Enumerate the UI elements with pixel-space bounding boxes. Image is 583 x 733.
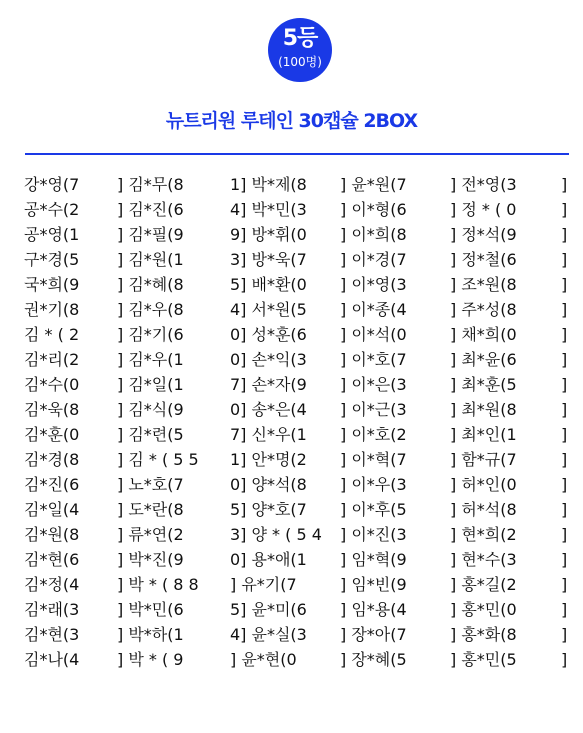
winner-row — [0, 297, 583, 322]
winner-entry: ] 노*호(7 — [117, 475, 184, 494]
winner-entry: ] 이*석(0 — [340, 325, 407, 344]
winner-entry: ] 허*인(0 — [450, 475, 517, 494]
winner-entry: 7] 신*우(1 — [230, 425, 307, 444]
winner-row — [0, 472, 583, 497]
winner-row — [0, 647, 583, 672]
winner-entry: 공*수(2 — [24, 200, 80, 219]
winner-entry: 김*훈(0 — [24, 425, 80, 444]
winner-entry: 권*기(8 — [24, 300, 80, 319]
winner-entry: ] 임*용(4 — [340, 600, 407, 619]
winner-entry: 3] 양 * ( 5 4 — [230, 525, 322, 544]
winner-entry: ] 윤*원(7 — [340, 175, 407, 194]
row-end-bracket: ] — [561, 200, 568, 219]
winner-entry: ] 현*수(3 — [450, 550, 517, 569]
winner-entry: 0] 용*애(1 — [230, 550, 307, 569]
winner-entry: ] 김*무(8 — [117, 175, 184, 194]
row-end-bracket: ] — [561, 575, 568, 594]
winner-row — [0, 497, 583, 522]
winner-row — [0, 197, 583, 222]
row-end-bracket: ] — [561, 450, 568, 469]
winner-entry: ] 박*진(9 — [117, 550, 184, 569]
winner-entry: 7] 손*자(9 — [230, 375, 307, 394]
winner-entry: ] 전*영(3 — [450, 175, 517, 194]
winner-entry: ] 김*련(5 — [117, 425, 184, 444]
winner-entry: 3] 방*욱(7 — [230, 250, 307, 269]
winner-entry: ] 장*아(7 — [340, 625, 407, 644]
winner-entry: 공*영(1 — [24, 225, 80, 244]
winner-entry: 김*욱(8 — [24, 400, 80, 419]
winner-entry: ] 홍*민(5 — [450, 650, 517, 669]
winner-entry: ] 이*혁(7 — [340, 450, 407, 469]
winner-entry: ] 최*훈(5 — [450, 375, 517, 394]
winner-entry: 김*현(3 — [24, 625, 80, 644]
row-end-bracket: ] — [561, 375, 568, 394]
winner-entry: 김*나(4 — [24, 650, 80, 669]
winner-entry: ] 박 * ( 8 8 — [117, 575, 199, 594]
winner-entry: ] 이*호(7 — [340, 350, 407, 369]
winner-entry: ] 정 * ( 0 — [450, 200, 517, 219]
winner-entry: ] 도*란(8 — [117, 500, 184, 519]
winner-entry: 5] 양*호(7 — [230, 500, 307, 519]
winner-entry: ] 이*경(7 — [340, 250, 407, 269]
row-end-bracket: ] — [561, 500, 568, 519]
row-end-bracket: ] — [561, 525, 568, 544]
row-end-bracket: ] — [561, 225, 568, 244]
winner-entry: 김*수(0 — [24, 375, 80, 394]
winner-entry: 김*경(8 — [24, 450, 80, 469]
winner-entry: 김*래(3 — [24, 600, 80, 619]
winner-entry: 0] 손*익(3 — [230, 350, 307, 369]
prize-title: 뉴트리원 루테인 30캡슐 2BOX — [165, 110, 418, 132]
winner-list — [0, 172, 583, 672]
winner-row — [0, 172, 583, 197]
winner-entry: ] 최*인(1 — [450, 425, 517, 444]
winner-row — [0, 247, 583, 272]
winner-entry: ] 이*종(4 — [340, 300, 407, 319]
winner-entry: 0] 성*훈(6 — [230, 325, 307, 344]
winner-entry: ] 류*연(2 — [117, 525, 184, 544]
winner-entry: ] 최*윤(6 — [450, 350, 517, 369]
winner-entry: ] 이*형(6 — [340, 200, 407, 219]
rank-label: 5등 — [282, 26, 318, 51]
winner-entry: ] 윤*현(0 — [230, 650, 297, 669]
winner-entry: 9] 방*휘(0 — [230, 225, 307, 244]
winner-entry: ] 김*필(9 — [117, 225, 184, 244]
divider — [25, 153, 569, 155]
winner-row — [0, 522, 583, 547]
winner-row — [0, 222, 583, 247]
winner-entry: 0] 송*은(4 — [230, 400, 307, 419]
row-end-bracket: ] — [561, 400, 568, 419]
winner-entry: ] 이*진(3 — [340, 525, 407, 544]
winner-entry: ] 정*석(9 — [450, 225, 517, 244]
winner-entry: ] 이*희(8 — [340, 225, 407, 244]
winner-entry: ] 이*근(3 — [340, 400, 407, 419]
winner-row — [0, 372, 583, 397]
winner-entry: ] 김*기(6 — [117, 325, 184, 344]
winner-entry: ] 김*식(9 — [117, 400, 184, 419]
winner-entry: 5] 윤*미(6 — [230, 600, 307, 619]
winner-entry: ] 홍*길(2 — [450, 575, 517, 594]
row-end-bracket: ] — [561, 350, 568, 369]
winner-row — [0, 272, 583, 297]
winner-entry: ] 박 * ( 9 — [117, 650, 184, 669]
winner-entry: ] 홍*민(0 — [450, 600, 517, 619]
winner-entry: 김*진(6 — [24, 475, 80, 494]
winner-entry: ] 임*혁(9 — [340, 550, 407, 569]
winner-entry: ] 이*우(3 — [340, 475, 407, 494]
winner-row — [0, 347, 583, 372]
winner-row — [0, 597, 583, 622]
winner-entry: 김*원(8 — [24, 525, 80, 544]
winner-entry: 1] 박*제(8 — [230, 175, 307, 194]
winner-row — [0, 447, 583, 472]
winner-entry: ] 홍*화(8 — [450, 625, 517, 644]
winner-row — [0, 572, 583, 597]
winner-entry: ] 박*민(6 — [117, 600, 184, 619]
winner-entry: 김*정(4 — [24, 575, 80, 594]
winner-entry: ] 이*호(2 — [340, 425, 407, 444]
row-end-bracket: ] — [561, 425, 568, 444]
winner-entry: ] 채*희(0 — [450, 325, 517, 344]
winner-row — [0, 322, 583, 347]
row-end-bracket: ] — [561, 475, 568, 494]
winner-entry: ] 정*철(6 — [450, 250, 517, 269]
row-end-bracket: ] — [561, 625, 568, 644]
winner-entry: 김*리(2 — [24, 350, 80, 369]
winner-entry: ] 조*원(8 — [450, 275, 517, 294]
winner-entry: 4] 박*민(3 — [230, 200, 307, 219]
winner-entry: ] 박*하(1 — [117, 625, 184, 644]
winner-entry: ] 임*빈(9 — [340, 575, 407, 594]
winner-entry: ] 김*일(1 — [117, 375, 184, 394]
winner-entry: ] 함*규(7 — [450, 450, 517, 469]
row-end-bracket: ] — [561, 275, 568, 294]
winner-entry: 김 * ( 2 — [24, 325, 80, 344]
winner-entry: 4] 윤*실(3 — [230, 625, 307, 644]
winner-row — [0, 547, 583, 572]
winner-entry: ] 김*혜(8 — [117, 275, 184, 294]
winner-entry: 4] 서*원(5 — [230, 300, 307, 319]
winner-entry: ] 이*은(3 — [340, 375, 407, 394]
winner-entry: ] 허*석(8 — [450, 500, 517, 519]
row-end-bracket: ] — [561, 300, 568, 319]
winner-entry: 0] 양*석(8 — [230, 475, 307, 494]
winner-entry: ] 주*성(8 — [450, 300, 517, 319]
winner-entry: ] 김*원(1 — [117, 250, 184, 269]
winner-entry: ] 유*기(7 — [230, 575, 297, 594]
winner-entry: 구*경(5 — [24, 250, 80, 269]
winner-entry: 김*일(4 — [24, 500, 80, 519]
row-end-bracket: ] — [561, 250, 568, 269]
winner-row — [0, 397, 583, 422]
winner-row — [0, 622, 583, 647]
winner-entry: ] 김*우(8 — [117, 300, 184, 319]
winner-count: (100명) — [278, 55, 322, 69]
row-end-bracket: ] — [561, 650, 568, 669]
winner-entry: ] 장*혜(5 — [340, 650, 407, 669]
winner-entry: ] 이*영(3 — [340, 275, 407, 294]
winner-entry: 국*희(9 — [24, 275, 80, 294]
winner-entry: ] 현*희(2 — [450, 525, 517, 544]
winner-entry: ] 김*우(1 — [117, 350, 184, 369]
winner-entry: 강*영(7 — [24, 175, 80, 194]
winner-entry: 5] 배*환(0 — [230, 275, 307, 294]
row-end-bracket: ] — [561, 175, 568, 194]
winner-entry: ] 김 * ( 5 5 — [117, 450, 199, 469]
winner-row — [0, 422, 583, 447]
rank-badge — [268, 18, 332, 82]
row-end-bracket: ] — [561, 325, 568, 344]
row-end-bracket: ] — [561, 600, 568, 619]
winner-entry: ] 김*진(6 — [117, 200, 184, 219]
winner-entry: ] 이*후(5 — [340, 500, 407, 519]
row-end-bracket: ] — [561, 550, 568, 569]
winner-entry: 김*현(6 — [24, 550, 80, 569]
winner-entry: ] 최*원(8 — [450, 400, 517, 419]
winner-entry: 1] 안*명(2 — [230, 450, 307, 469]
